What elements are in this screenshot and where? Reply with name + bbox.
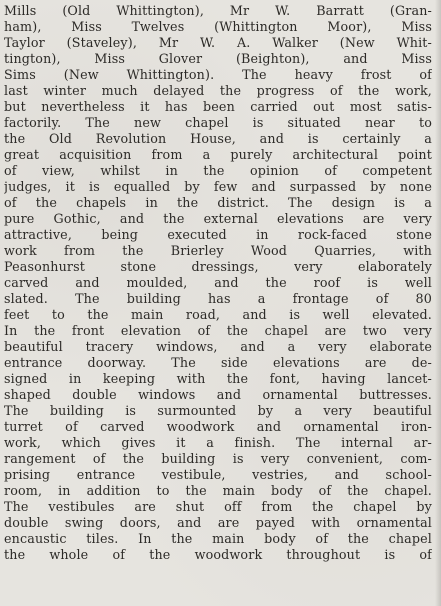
text-line: The building is surmounted by a very beautiful [4,403,432,418]
text-line: of view, whilst in the opinion of competent [4,163,432,178]
text-line: rangement of the building is very convenient, com- [4,451,432,466]
page-edge-shadow [435,0,441,606]
text-line: Taylor (Staveley), Mr W. A. Walker (New Whit- [4,35,432,50]
text-line: judges, it is equalled by few and surpassed by none [4,179,432,194]
text-line: Mills (Old Whittington), Mr W. Barratt (Gran- [4,3,432,18]
text-line: but nevertheless it has been carried out most satis- [4,99,432,114]
text-line: prising entrance vestibule, vestries, and school- [4,467,432,482]
text-line: tington), Miss Glover (Beighton), and Miss [4,51,432,66]
text-line: the whole of the woodwork throughout is of [4,547,432,562]
text-line: Peasonhurst stone dressings, very elaborately [4,259,432,274]
text-line: of the chapels in the district. The design is a [4,195,432,210]
text-line: attractive, being executed in rock-faced stone [4,227,432,242]
text-line: feet to the main road, and is well elevated. [4,307,432,322]
text-line: In the front elevation of the chapel are two very [4,323,432,338]
article-text [4,3,432,563]
text-line: beautiful tracery windows, and a very elaborate [4,339,432,354]
text-line: room, in addition to the main body of the chapel. [4,483,432,498]
text-line: shaped double windows and ornamental buttresses. [4,387,432,402]
text-line: ham), Miss Twelves (Whittington Moor), Miss [4,19,432,34]
text-line: signed in keeping with the font, having lancet- [4,371,432,386]
text-line: factorily. The new chapel is situated near to [4,115,432,130]
text-line: entrance doorway. The side elevations are de- [4,355,432,370]
text-line: the Old Revolution House, and is certainly a [4,131,432,146]
text-line: great acquisition from a purely architectural point [4,147,432,162]
text-line: slated. The building has a frontage of 80 [4,291,432,306]
text-line: pure Gothic, and the external elevations are very [4,211,432,226]
text-line: The vestibules are shut off from the chapel by [4,499,432,514]
text-line: carved and moulded, and the roof is well [4,275,432,290]
text-line: encaustic tiles. In the main body of the chapel [4,531,432,546]
text-line: double swing doors, and are payed with ornamental [4,515,432,530]
text-line: turret of carved woodwork and ornamental iron- [4,419,432,434]
text-line: last winter much delayed the progress of the work, [4,83,432,98]
text-line: work from the Brierley Wood Quarries, with [4,243,432,258]
text-line: Sims (New Whittington). The heavy frost of [4,67,432,82]
text-line: work, which gives it a finish. The internal ar- [4,435,432,450]
